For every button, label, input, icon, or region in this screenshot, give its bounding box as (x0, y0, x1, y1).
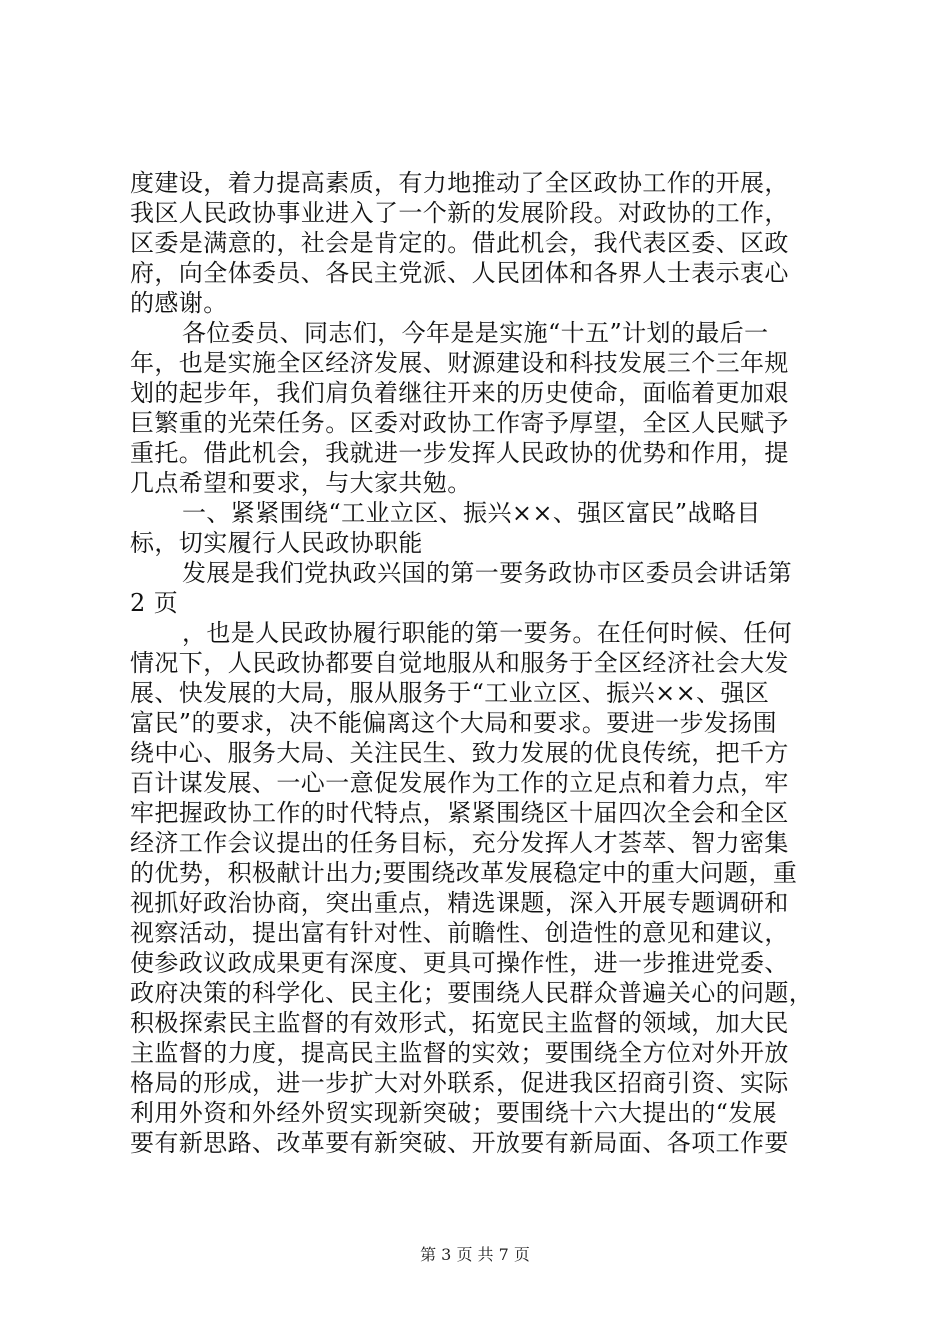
section-heading-line: 标，切实履行人民政协职能 (130, 529, 423, 557)
text-line: 富民”的要求，决不能偏离这个大局和要求。要进一步发扬围 (130, 709, 778, 737)
page-number-label: 第 3 页 共 7 页 (420, 1245, 530, 1264)
text-line: 度建设，着力提高素质，有力地推动了全区政协工作的开展， (130, 169, 789, 197)
text-line: 区委是满意的，社会是肯定的。借此机会，我代表区委、区政 (130, 229, 789, 257)
section-heading-line: 一、紧紧围绕“工业立区、振兴××、强区富民”战略目 (182, 499, 761, 527)
text-line: 情况下，人民政协都要自觉地服从和服务于全区经济社会大发 (130, 649, 789, 677)
paragraph-start-line: ，也是人民政协履行职能的第一要务。在任何时候、任何 (182, 619, 792, 647)
text-line: 政府决策的科学化、民主化；要围绕人民群众普遍关心的问题， (130, 979, 814, 1007)
text-line: 展、快发展的大局，服从服务于“工业立区、振兴××、强区 (130, 679, 770, 707)
text-line: 百计谋发展、一心一意促发展作为工作的立足点和着力点，牢 (130, 769, 789, 797)
text-line: 巨繁重的光荣任务。区委对政协工作寄予厚望，全区人民赋予 (130, 409, 789, 437)
text-line: 府，向全体委员、各民主党派、人民团体和各界人士表示衷心 (130, 259, 789, 287)
document-body (130, 168, 830, 1158)
page-footer (0, 1245, 950, 1265)
text-line: 视抓好政治协商，突出重点，精选课题，深入开展专题调研和 (130, 889, 789, 917)
text-line: 划的起步年，我们肩负着继往开来的历史使命，面临着更加艰 (130, 379, 789, 407)
text-line: 2 页 (130, 589, 179, 617)
text-line: 经济工作会议提出的任务目标，充分发挥人才荟萃、智力密集 (130, 829, 789, 857)
text-line: 绕中心、服务大局、关注民生、致力发展的优良传统，把千方 (130, 739, 789, 767)
text-line: 格局的形成，进一步扩大对外联系，促进我区招商引资、实际 (130, 1069, 789, 1097)
text-line: 主监督的力度，提高民主监督的实效；要围绕全方位对外开放 (130, 1039, 789, 1067)
text-line: 牢把握政协工作的时代特点，紧紧围绕区十届四次全会和全区 (130, 799, 789, 827)
text-line: 我区人民政协事业进入了一个新的发展阶段。对政协的工作， (130, 199, 789, 227)
text-line: 年，也是实施全区经济发展、财源建设和科技发展三个三年规 (130, 349, 789, 377)
text-line: 重托。借此机会，我就进一步发挥人民政协的优势和作用，提 (130, 439, 789, 467)
paragraph-start-line: 各位委员、同志们，今年是是实施“十五”计划的最后一 (182, 319, 769, 347)
paragraph-start-line: 发展是我们党执政兴国的第一要务政协市区委员会讲话第 (182, 559, 792, 587)
text-line: 使参政议政成果更有深度、更具可操作性，进一步推进党委、 (130, 949, 789, 977)
text-line: 要有新思路、改革要有新突破、开放要有新局面、各项工作要 (130, 1129, 789, 1157)
text-line: 的优势，积极献计出力;要围绕改革发展稳定中的重大问题，重 (130, 859, 798, 887)
text-line: 利用外资和外经外贸实现新突破；要围绕十六大提出的“发展 (130, 1099, 778, 1127)
text-line: 的感谢。 (130, 289, 228, 317)
text-line: 积极探索民主监督的有效形式，拓宽民主监督的领域，加大民 (130, 1009, 789, 1037)
text-line: 几点希望和要求，与大家共勉。 (130, 469, 472, 497)
text-line: 视察活动，提出富有针对性、前瞻性、创造性的意见和建议， (130, 919, 789, 947)
